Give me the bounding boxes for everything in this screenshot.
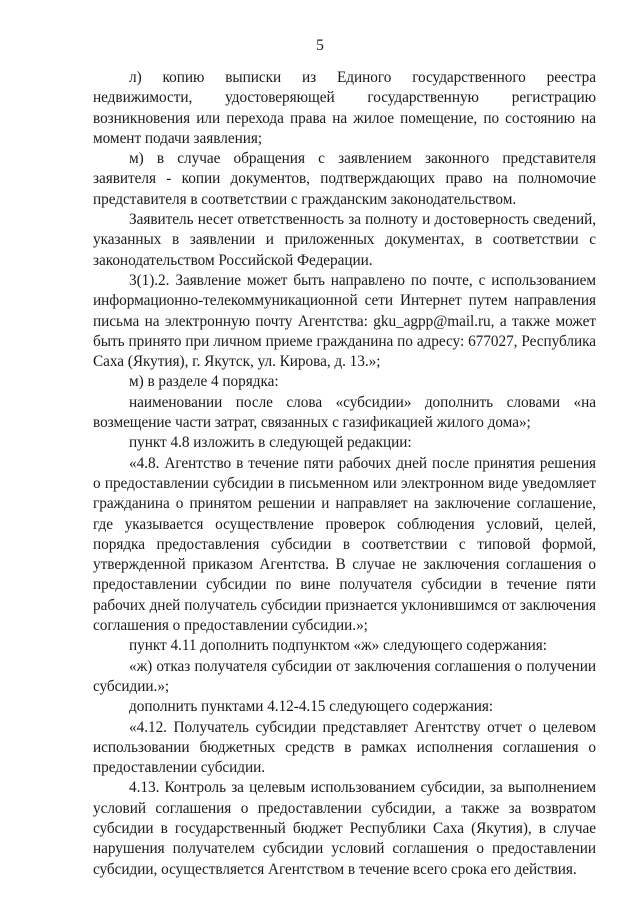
- paragraph-title-amendment: наименовании после слова «субсидии» дополнить словами «на возмещение части затрат, связанных с газификацией жилого дома»;: [93, 393, 596, 432]
- page-number: 5: [316, 37, 324, 54]
- paragraph-item-4-13: 4.13. Контроль за целевым использованием субсидии, за выполнением условий соглашения о предоставлении субсидии, а также за возвратом субсидии в государственный бюджет Республики Саха (Якутия), в случае нарушения получателем субсидии условий соглашения о предоставлении субсидии, осуществляется Агентством в течение всего срока его действия.: [93, 779, 596, 878]
- document-body: [93, 68, 596, 880]
- paragraph-items-4-12-4-15-intro: дополнить пунктами 4.12-4.15 следующего содержания:: [129, 698, 494, 716]
- paragraph-3-1-2: 3(1).2. Заявление может быть направлено по почте, с использованием информационно-телекоммуникационной сети Интернет путем направления письма на электронную почту Агентства: gku_agpp@mail.ru, а также может быть принято при личном приеме гражданина по адресу: 677027, Республика Саха (Якутия), г. Якутск, ул. Кирова, д. 13.»;: [93, 271, 596, 371]
- paragraph-l-extract: л) копию выписки из Единого государственного реестра недвижимости, удостоверяющей государственную регистрацию возникновения или перехода права на жилое помещение, по состоянию на момент подачи заявления;: [93, 69, 596, 147]
- paragraph-item-4-11-intro: пункт 4.11 дополнить подпунктом «ж» следующего содержания:: [129, 637, 547, 655]
- paragraph-responsibility: Заявитель несет ответственность за полноту и достоверность сведений, указанных в заявлении и приложенных документах, в соответствии с законодательством Российской Федерации.: [93, 211, 596, 269]
- paragraph-section-4: м) в разделе 4 порядка:: [129, 373, 279, 391]
- paragraph-m-representative: м) в случае обращения с заявлением законного представителя заявителя - копии документов, подтверждающих право на полномочие представителя в соответствии с гражданским законодательством.: [93, 150, 596, 208]
- paragraph-item-4-12: «4.12. Получатель субсидии представляет Агентству отчет о целевом использовании бюджетных средств в рамках исполнения соглашения о предоставлении субсидии.: [93, 718, 596, 777]
- paragraph-item-4-8-intro: пункт 4.8 изложить в следующей редакции:: [129, 434, 412, 452]
- paragraph-subitem-zh: «ж) отказ получателя субсидии от заключения соглашения о получении субсидии.»;: [93, 657, 596, 695]
- paragraph-item-4-8: «4.8. Агентство в течение пяти рабочих дней после принятия решения о предоставлении субсидии в письменном или электронном виде уведомляет гражданина о принятом решении и направляет на заключение соглашение, где указывается осуществление проверок соблюдения условий, целей, порядка предоставления субсидии в соответствии с типовой формой, утвержденной приказом Агентства. В случае не заключения соглашения о предоставлении субсидии по вине получателя субсидии в течение пяти рабочих дней получатель субсидии признается уклонившимся от заключения соглашения о предоставлении субсидии.»;: [93, 454, 596, 635]
